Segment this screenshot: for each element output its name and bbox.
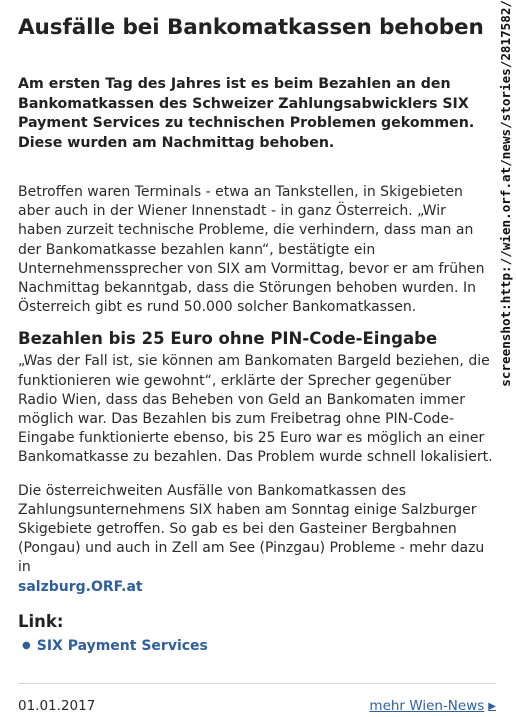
article <box>18 0 494 657</box>
salzburg-orf-link[interactable]: salzburg.ORF.at <box>18 578 143 595</box>
links-list <box>18 635 494 657</box>
six-payment-services-link[interactable]: SIX Payment Services <box>36 637 208 654</box>
article-subheading: Bezahlen bis 25 Euro ohne PIN-Code-Eingabe <box>18 329 438 349</box>
article-paragraph-1: Betroffen waren Terminals - etwa an Tankstellen, in Skigebieten aber auch in der Wiener Innenstadt - in ganz Österreich. „Wir haben zurzeit technische Probleme, die verhindern, dass man an der Bankomatkasse bezahlen kann“, bestätigte ein Unternehmenssprecher von SIX am Vormittag, bevor er am frühen Nachmittag bekanntgab, dass die Störungen behoben wurden. In Österreich gibt es rund 50.000 solcher Bankomatkassen. <box>18 184 485 316</box>
more-wien-news-label: mehr Wien-News <box>369 698 485 714</box>
article-paragraph-2: „Was der Fall ist, sie können am Bankomaten Bargeld beziehen, die funktionieren wie gewohnt“, erklärte der Sprecher gegenüber Radio Wien, dass das Beheben von Geld an Bankomaten immer möglich war. Das Bezahlen bis zum Freibetrag ohne PIN-Code-Eingabe funktionierte ebenso, bis 25 Euro war es möglich an einer Bankomatkasse zu bezahlen. Das Problem wurde schnell lokalisiert. <box>18 353 493 466</box>
article-lead: Am ersten Tag des Jahres ist es beim Bezahlen an den Bankomatkassen des Schweizer Zahlungsabwicklers SIX Payment Services zu technischen Problemen gekommen. Diese wurden am Nachmittag behoben. <box>18 76 475 151</box>
paragraph-3-text: Die österreichweiten Ausfälle von Bankomatkassen des Zahlungsunternehmens SIX haben am Sonntag einige Salzburger Skigebiete getroffen. So gab es bei den Gasteiner Bergbahnen (Pongau) und auch in Zell am See (Pinzgau) Probleme - mehr dazu in <box>18 482 485 576</box>
article-paragraph-3 <box>18 482 494 597</box>
article-footer <box>18 683 496 714</box>
triangle-right-icon: ▶ <box>488 700 496 712</box>
links-heading: Link: <box>18 611 64 631</box>
bullet-icon: ● <box>22 639 31 651</box>
article-date: 01.01.2017 <box>18 698 96 714</box>
article-title: Ausfälle bei Bankomatkassen behoben <box>18 15 484 40</box>
list-item <box>22 635 494 657</box>
source-stamp: screenshot:http://wien.orf.at/news/stories/2817582/ <box>498 0 513 387</box>
more-wien-news-link[interactable] <box>369 698 496 714</box>
